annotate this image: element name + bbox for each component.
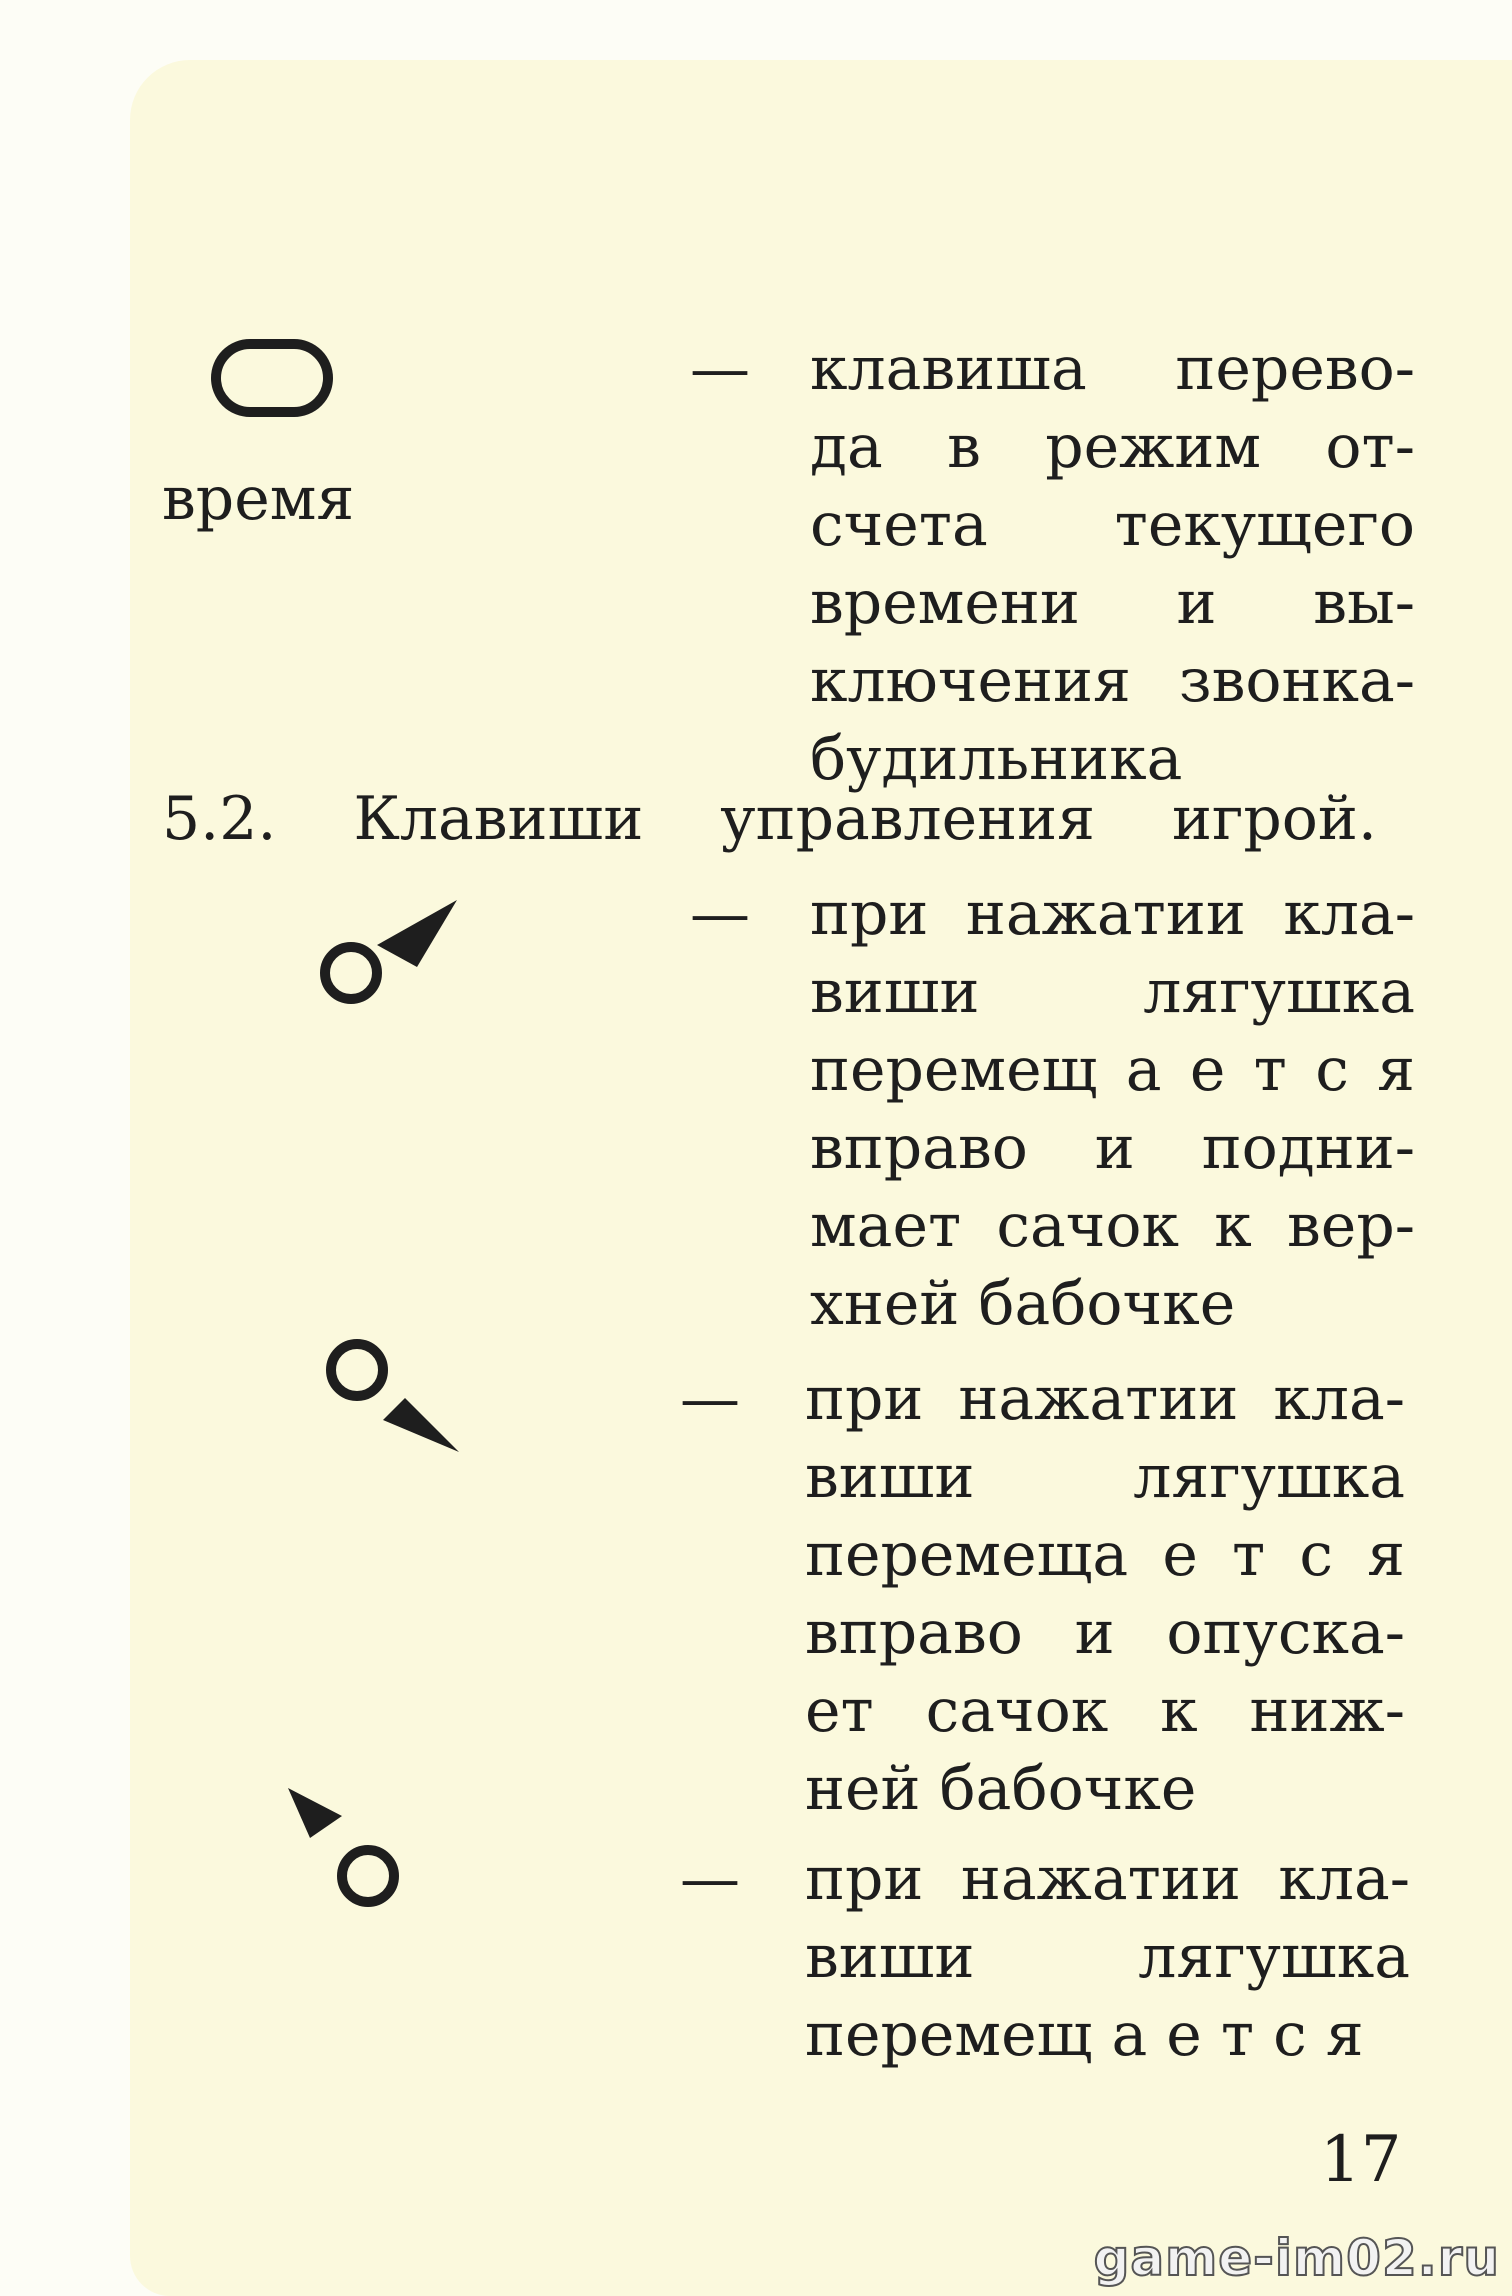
time-key-description [810,330,1415,798]
oval-key-icon [210,338,334,418]
description-line: ключения звонка- [810,646,1415,716]
description-line: перемеща е т с я [805,1520,1405,1590]
description-line: мает сачок к вер- [810,1191,1415,1261]
description-line: виши лягушка [805,1922,1410,1992]
description-line: клавиша перево- [810,334,1415,404]
section-heading-text: 5.2. Клавиши управления игрой. [162,784,1377,854]
description-line: перемещ а е т с я [805,2000,1364,2070]
description-line: перемещ а е т с я [810,1035,1415,1105]
description-line: хней бабочке [810,1269,1236,1339]
game-key-1-dash: — [690,879,750,949]
description-line: да в режим от- [810,412,1415,482]
time-key-label: время [162,464,355,534]
description-line: времени и вы- [810,568,1415,638]
page-number: 17 [1320,2123,1402,2197]
description-line: при нажатии кла- [805,1844,1410,1914]
watermark: game-im02.ru [1093,2229,1500,2287]
game-key-2-dash: — [680,1364,740,1434]
description-line: виши лягушка [805,1442,1405,1512]
description-line: вправо и подни- [810,1113,1415,1183]
description-line: вправо и опуска- [805,1598,1405,1668]
game-key-3-dash: — [680,1844,740,1914]
description-line: при нажатии кла- [810,879,1415,949]
game-key-2-description [805,1360,1405,1828]
section-heading [162,780,1377,858]
circle-arrow-up-left-icon [280,1780,430,1920]
circle-arrow-up-right-icon [305,895,465,1035]
description-line: будильника [810,724,1183,794]
game-key-1-description [810,875,1415,1343]
circle-arrow-down-right-icon [315,1320,475,1460]
description-line: счета текущего [810,490,1415,560]
game-key-3-description [805,1840,1410,2074]
time-key-dash: — [690,334,750,404]
description-line: ет сачок к ниж- [805,1676,1405,1746]
description-line: ней бабочке [805,1754,1197,1824]
description-line: при нажатии кла- [805,1364,1405,1434]
description-line: виши лягушка [810,957,1415,1027]
